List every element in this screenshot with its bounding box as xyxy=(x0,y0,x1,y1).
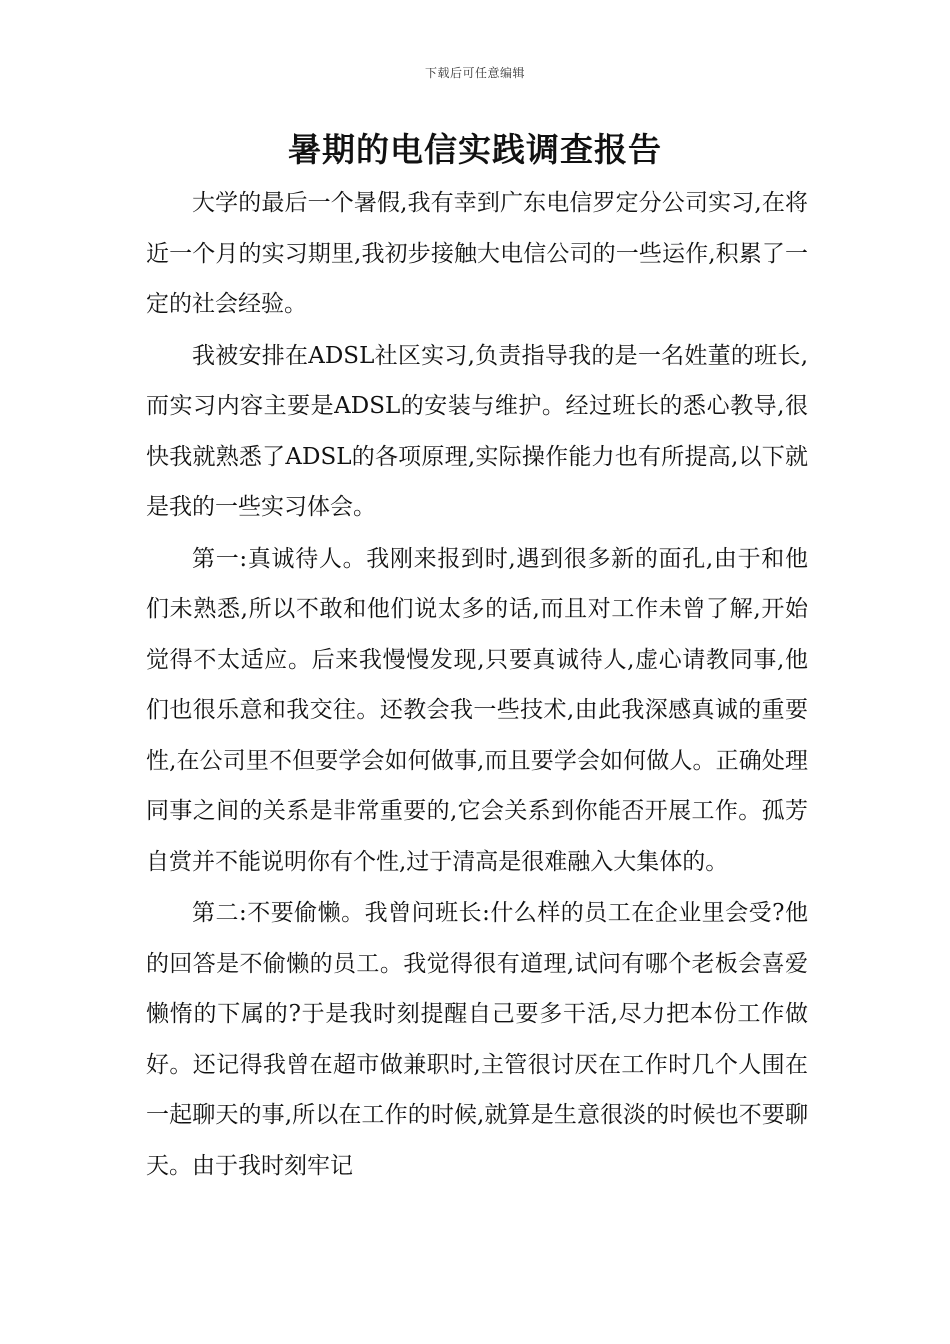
document-title: 暑期的电信实践调查报告 xyxy=(288,130,662,169)
paragraph-point-one: 第一:真诚待人。我刚来报到时,遇到很多新的面孔,由于和他们未熟悉,所以不敢和他们说太多的话,而且对工作未曾了解,开始觉得不太适应。后来我慢慢发现,只要真诚待人,虚心请教同事,他们也很乐意和我交往。还教会我一些技术,由此我深感真诚的重要性,在公司里不但要学会如何做事,而且要学会如何做人。正确处理同事之间的关系是非常重要的,它会关系到你能否开展工作。孤芳自赏并不能说明你有个性,过于清高是很难融入大集体的。 xyxy=(146,545,808,875)
page-header-note: 下载后可任意编辑 xyxy=(424,66,525,80)
document-body xyxy=(146,178,808,1192)
paragraph-point-two: 第二:不要偷懒。我曾问班长:什么样的员工在企业里会受?他的回答是不偷懒的员工。我觉得很有道理,试问有哪个老板会喜爱懒惰的下属的?于是我时刻提醒自己要多干活,尽力把本份工作做好。还记得我曾在超市做兼职时,主管很讨厌在工作时几个人围在一起聊天的事,所以在工作的时候,就算是生意很淡的时候也不要聊天。由于我时刻牢记 xyxy=(146,900,808,1179)
paragraph-intro: 大学的最后一个暑假,我有幸到广东电信罗定分公司实习,在将近一个月的实习期里,我初步接触大电信公司的一些运作,积累了一定的社会经验。 xyxy=(146,190,808,317)
paragraph-assignment: 我被安排在ADSL社区实习,负责指导我的是一名姓董的班长,而实习内容主要是ADSL的安装与维护。经过班长的悉心教导,很快我就熟悉了ADSL的各项原理,实际操作能力也有所提高,以下就是我的一些实习体会。 xyxy=(146,342,808,520)
